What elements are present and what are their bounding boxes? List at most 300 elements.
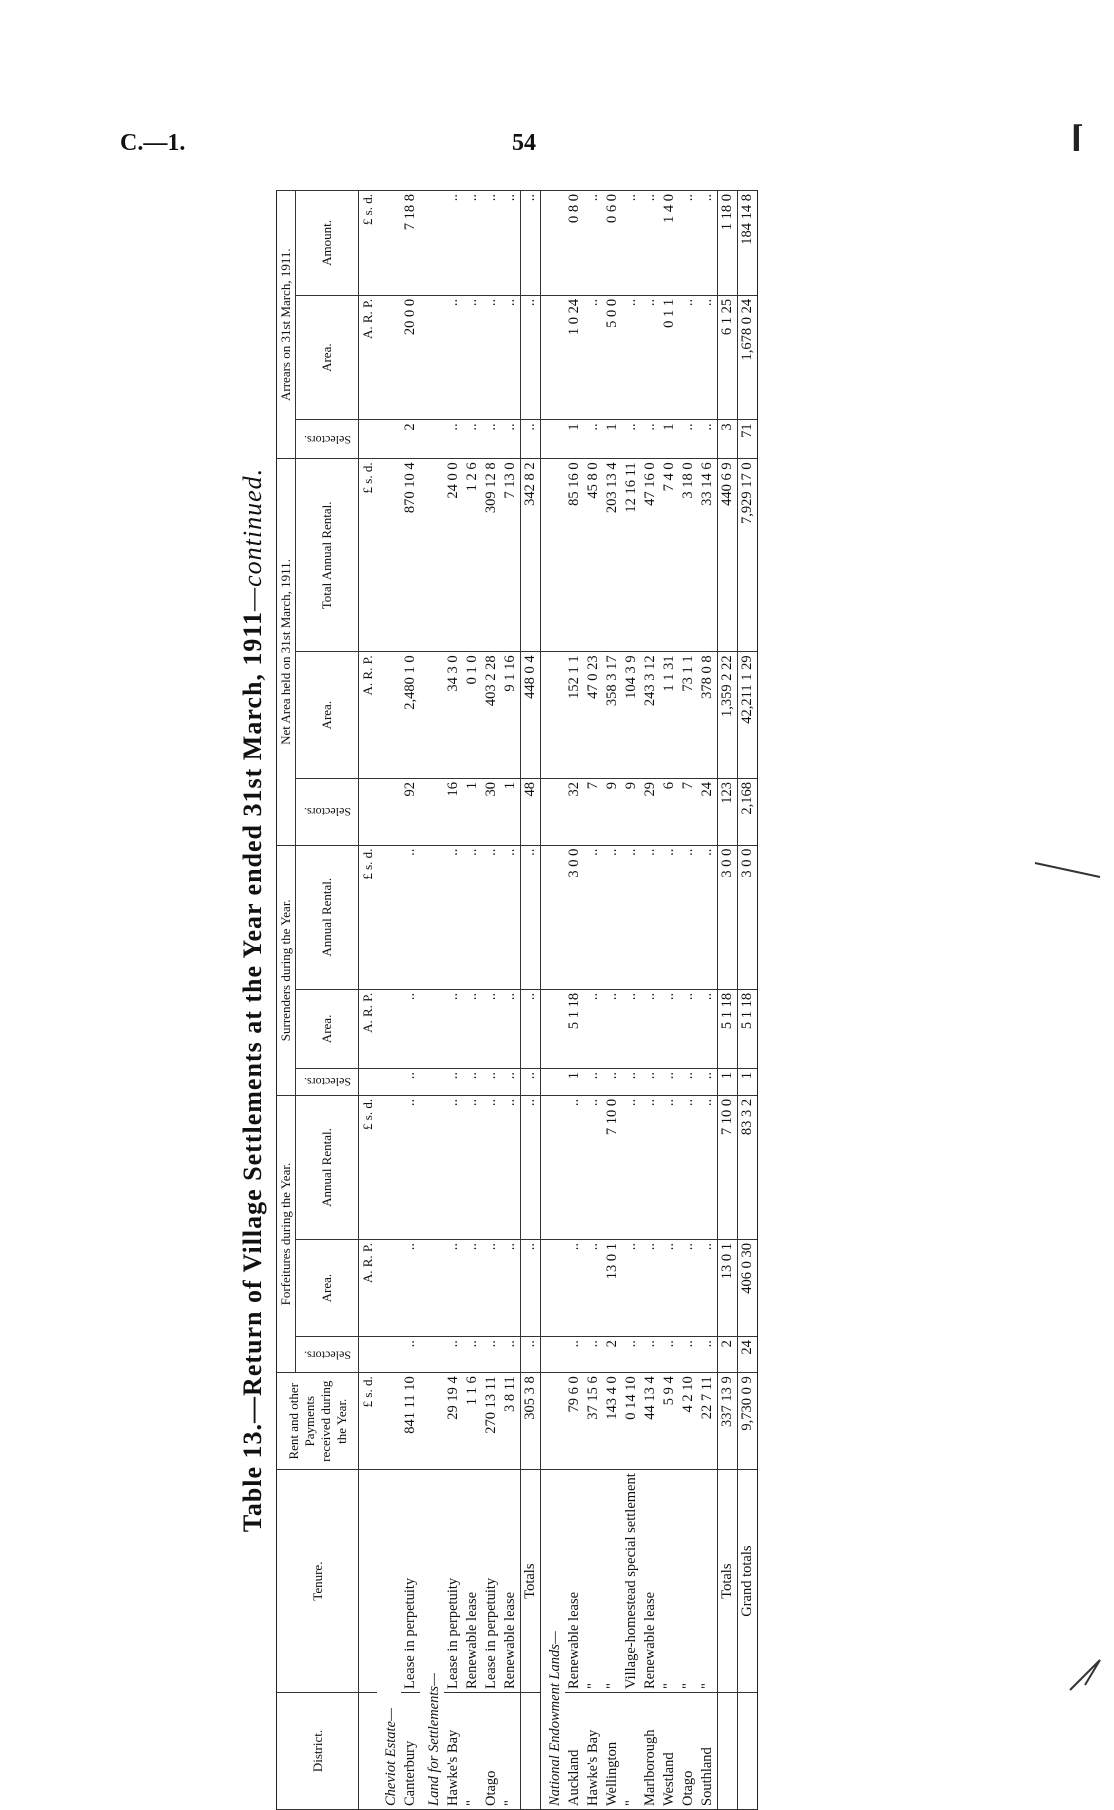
a-area-cell: 1 0 24	[565, 295, 584, 420]
empty-cell	[377, 191, 401, 296]
s-area-cell: ..	[482, 989, 501, 1068]
empty-cell	[377, 420, 401, 459]
n-rent-cell: 203 13 4	[603, 459, 622, 652]
district-cell: Westland	[660, 1693, 679, 1810]
units-row	[359, 191, 378, 1810]
district-cell: Auckland	[565, 1693, 584, 1810]
a-amount-cell: ..	[501, 191, 521, 296]
n-sel-cell: 9	[603, 779, 622, 846]
rent-cell: 337 13 9	[718, 1373, 738, 1470]
rent-cell: 4 2 10	[679, 1373, 698, 1470]
group-title: National Endowment Lands—	[541, 1470, 566, 1810]
f-sel-cell: ..	[698, 1337, 718, 1373]
district-cell: "	[622, 1693, 641, 1810]
a-area-cell: ..	[584, 295, 603, 420]
tenure-cell: "	[698, 1470, 718, 1693]
district-cell: "	[501, 1693, 521, 1810]
s-rent-cell: ..	[622, 845, 641, 989]
district-cell: Canterbury	[401, 1693, 420, 1810]
a-amount-cell: ..	[444, 191, 463, 296]
n-rent-cell: 3 18 0	[679, 459, 698, 652]
empty-cell	[420, 652, 444, 779]
empty-cell	[420, 1069, 444, 1096]
n-sel-cell: 30	[482, 779, 501, 846]
s-sel-cell: ..	[463, 1069, 482, 1096]
tenure-cell: "	[603, 1470, 622, 1693]
n-rent-cell: 7 13 0	[501, 459, 521, 652]
f-area-cell: ..	[641, 1240, 660, 1337]
a-sel-cell: 1	[660, 420, 679, 459]
scan-mark-top-right: ⌈	[1070, 121, 1085, 154]
a-area-cell: ..	[641, 295, 660, 420]
table-row	[444, 191, 463, 1810]
a-sel-cell: 1	[565, 420, 584, 459]
n-sel-cell: 92	[401, 779, 420, 846]
scan-mark-right	[1030, 855, 1110, 885]
table-row	[501, 191, 521, 1810]
a-sel-cell: ..	[698, 420, 718, 459]
f-rent-cell: 7 10 0	[718, 1095, 738, 1239]
f-rent-cell: ..	[679, 1095, 698, 1239]
a-sel-cell: ..	[482, 420, 501, 459]
s-rent-cell: 3 0 0	[718, 845, 738, 989]
unit-area: A. R. P.	[359, 295, 378, 420]
rent-cell: 9,730 0 9	[738, 1373, 758, 1470]
tenure-cell: "	[679, 1470, 698, 1693]
table-title-continued: —continued.	[238, 467, 267, 612]
s-area-cell: ..	[679, 989, 698, 1068]
s-rent-cell: 3 0 0	[565, 845, 584, 989]
tenure-cell: Renewable lease	[641, 1470, 660, 1693]
table-row	[622, 191, 641, 1810]
rent-cell: 44 13 4	[641, 1373, 660, 1470]
header-a-selectors: Selectors.	[296, 420, 359, 459]
header-s-rental: Annual Rental.	[296, 845, 359, 989]
grand-totals-row	[738, 191, 758, 1810]
header-s-selectors: Selectors.	[296, 1069, 359, 1096]
n-sel-cell: 7	[679, 779, 698, 846]
tenure-cell: Totals	[718, 1470, 738, 1693]
f-sel-cell: ..	[521, 1337, 541, 1373]
s-area-cell: ..	[521, 989, 541, 1068]
empty-cell	[420, 1337, 444, 1373]
n-sel-cell: 48	[521, 779, 541, 846]
header-f-rental: Annual Rental.	[296, 1095, 359, 1239]
s-area-cell: 5 1 18	[565, 989, 584, 1068]
a-area-cell: ..	[679, 295, 698, 420]
district-cell	[738, 1693, 758, 1810]
unit-area: A. R. P.	[359, 989, 378, 1068]
a-area-cell: ..	[622, 295, 641, 420]
empty-cell	[541, 1373, 566, 1470]
tenure-cell: Grand totals	[738, 1470, 758, 1693]
empty-cell	[420, 420, 444, 459]
page-number: 54	[512, 130, 536, 156]
group-header-row	[377, 191, 401, 1810]
a-amount-cell: ..	[482, 191, 501, 296]
table-row	[641, 191, 660, 1810]
table-row	[463, 191, 482, 1810]
table-row	[660, 191, 679, 1810]
district-cell: Otago	[679, 1693, 698, 1810]
group-title: Cheviot Estate—	[377, 1470, 401, 1810]
s-rent-cell: ..	[698, 845, 718, 989]
s-sel-cell: ..	[622, 1069, 641, 1096]
f-area-cell: ..	[660, 1240, 679, 1337]
n-rent-cell: 24 0 0	[444, 459, 463, 652]
a-area-cell: ..	[501, 295, 521, 420]
empty-cell	[541, 191, 566, 296]
unit-money: £ s. d.	[359, 191, 378, 296]
n-rent-cell: 870 10 4	[401, 459, 420, 652]
rent-cell: 29 19 4	[444, 1373, 463, 1470]
s-sel-cell: ..	[698, 1069, 718, 1096]
n-area-cell: 42,211 1 29	[738, 652, 758, 779]
f-sel-cell: ..	[584, 1337, 603, 1373]
header-s-area: Area.	[296, 989, 359, 1068]
f-rent-cell: 83 3 2	[738, 1095, 758, 1239]
f-sel-cell: ..	[444, 1337, 463, 1373]
empty-cell	[541, 845, 566, 989]
tenure-cell: Lease in perpetuity	[401, 1470, 420, 1693]
f-sel-cell: ..	[501, 1337, 521, 1373]
district-cell: Hawke's Bay	[584, 1693, 603, 1810]
totals-row	[521, 191, 541, 1810]
s-sel-cell: 1	[718, 1069, 738, 1096]
a-area-cell: ..	[463, 295, 482, 420]
a-sel-cell: 2	[401, 420, 420, 459]
a-amount-cell: ..	[641, 191, 660, 296]
a-amount-cell: ..	[698, 191, 718, 296]
n-area-cell: 2,480 1 0	[401, 652, 420, 779]
empty-cell	[541, 1337, 566, 1373]
empty-cell	[420, 989, 444, 1068]
empty-cell	[377, 459, 401, 652]
s-area-cell: ..	[463, 989, 482, 1068]
district-cell: Wellington	[603, 1693, 622, 1810]
rent-cell: 1 1 6	[463, 1373, 482, 1470]
f-sel-cell: ..	[463, 1337, 482, 1373]
a-area-cell: 1,678 0 24	[738, 295, 758, 420]
a-sel-cell: 1	[603, 420, 622, 459]
n-rent-cell: 440 6 9	[718, 459, 738, 652]
tenure-cell: Renewable lease	[501, 1470, 521, 1693]
f-rent-cell: ..	[584, 1095, 603, 1239]
empty-cell	[541, 989, 566, 1068]
empty-cell	[377, 779, 401, 846]
n-rent-cell: 1 2 6	[463, 459, 482, 652]
s-sel-cell: ..	[603, 1069, 622, 1096]
page-reference: C.—1.	[120, 130, 186, 156]
table-title-main: Table 13.—Return of Village Settlements at the Year ended 31st March, 1911	[238, 611, 267, 1533]
n-sel-cell: 1	[501, 779, 521, 846]
empty-cell	[377, 1069, 401, 1096]
n-sel-cell: 7	[584, 779, 603, 846]
a-amount-cell: ..	[584, 191, 603, 296]
s-sel-cell: ..	[444, 1069, 463, 1096]
s-area-cell: ..	[444, 989, 463, 1068]
empty-cell	[541, 420, 566, 459]
rent-cell: 22 7 11	[698, 1373, 718, 1470]
f-area-cell: 13 0 1	[718, 1240, 738, 1337]
a-amount-cell: ..	[679, 191, 698, 296]
n-rent-cell: 342 8 2	[521, 459, 541, 652]
a-sel-cell: ..	[463, 420, 482, 459]
s-rent-cell: ..	[679, 845, 698, 989]
s-sel-cell: 1	[738, 1069, 758, 1096]
header-f-selectors: Selectors.	[296, 1337, 359, 1373]
tenure-cell: "	[584, 1470, 603, 1693]
s-sel-cell: ..	[584, 1069, 603, 1096]
tenure-cell: Lease in perpetuity	[444, 1470, 463, 1693]
f-sel-cell: 2	[603, 1337, 622, 1373]
n-area-cell: 152 1 1	[565, 652, 584, 779]
s-area-cell: ..	[501, 989, 521, 1068]
f-sel-cell: ..	[565, 1337, 584, 1373]
s-rent-cell: ..	[641, 845, 660, 989]
s-sel-cell: ..	[501, 1069, 521, 1096]
header-a-area: Area.	[296, 295, 359, 420]
empty-cell	[377, 1337, 401, 1373]
table-body	[359, 191, 758, 1810]
f-area-cell: ..	[584, 1240, 603, 1337]
a-amount-cell: 0 8 0	[565, 191, 584, 296]
s-rent-cell: ..	[660, 845, 679, 989]
unit-money: £ s. d.	[359, 1095, 378, 1239]
empty-cell	[541, 779, 566, 846]
f-area-cell: ..	[698, 1240, 718, 1337]
f-sel-cell: ..	[641, 1337, 660, 1373]
s-sel-cell: 1	[565, 1069, 584, 1096]
s-sel-cell: ..	[679, 1069, 698, 1096]
empty-cell	[541, 1240, 566, 1337]
s-area-cell: ..	[401, 989, 420, 1068]
table-row	[584, 191, 603, 1810]
f-rent-cell: ..	[641, 1095, 660, 1239]
s-sel-cell: ..	[401, 1069, 420, 1096]
rent-cell: 143 4 0	[603, 1373, 622, 1470]
n-area-cell: 73 1 1	[679, 652, 698, 779]
n-area-cell: 9 1 16	[501, 652, 521, 779]
empty-cell	[420, 459, 444, 652]
empty-cell	[377, 845, 401, 989]
a-sel-cell: ..	[501, 420, 521, 459]
n-area-cell: 1,359 2 22	[718, 652, 738, 779]
group-header-row	[420, 191, 444, 1810]
n-area-cell: 243 3 12	[641, 652, 660, 779]
rent-cell: 37 15 6	[584, 1373, 603, 1470]
empty-cell	[377, 1240, 401, 1337]
f-rent-cell: ..	[698, 1095, 718, 1239]
a-sel-cell: ..	[521, 420, 541, 459]
district-cell: Hawke's Bay	[444, 1693, 463, 1810]
district-cell	[521, 1693, 541, 1810]
rent-cell: 305 3 8	[521, 1373, 541, 1470]
f-rent-cell: ..	[401, 1095, 420, 1239]
header-surrenders: Surrenders during the Year.	[277, 845, 296, 1095]
table-row	[698, 191, 718, 1810]
f-sel-cell: ..	[622, 1337, 641, 1373]
rotated-table-container	[238, 190, 878, 1810]
s-area-cell: ..	[622, 989, 641, 1068]
n-sel-cell: 24	[698, 779, 718, 846]
group-header-row	[541, 191, 566, 1810]
f-sel-cell: ..	[679, 1337, 698, 1373]
rent-cell: 5 9 4	[660, 1373, 679, 1470]
header-district: District.	[277, 1693, 359, 1810]
rent-cell: 270 13 11	[482, 1373, 501, 1470]
n-area-cell: 1 1 31	[660, 652, 679, 779]
s-rent-cell: ..	[603, 845, 622, 989]
n-area-cell: 104 3 9	[622, 652, 641, 779]
n-rent-cell: 7 4 0	[660, 459, 679, 652]
empty-cell	[541, 295, 566, 420]
rent-cell: 79 6 0	[565, 1373, 584, 1470]
n-rent-cell: 47 16 0	[641, 459, 660, 652]
s-rent-cell: ..	[444, 845, 463, 989]
tenure-cell: Renewable lease	[463, 1470, 482, 1693]
n-rent-cell: 309 12 8	[482, 459, 501, 652]
n-sel-cell: 16	[444, 779, 463, 846]
n-area-cell: 0 1 0	[463, 652, 482, 779]
rent-cell: 3 8 11	[501, 1373, 521, 1470]
s-area-cell: ..	[660, 989, 679, 1068]
s-rent-cell: 3 0 0	[738, 845, 758, 989]
f-sel-cell: ..	[482, 1337, 501, 1373]
s-area-cell: 5 1 18	[738, 989, 758, 1068]
empty-cell	[377, 989, 401, 1068]
a-sel-cell: ..	[444, 420, 463, 459]
header-f-area: Area.	[296, 1240, 359, 1337]
header-arrears: Arrears on 31st March, 1911.	[277, 191, 296, 459]
a-area-cell: 6 1 25	[718, 295, 738, 420]
empty-cell	[420, 1373, 444, 1470]
empty-cell	[420, 295, 444, 420]
empty-cell	[541, 1095, 566, 1239]
table-row	[679, 191, 698, 1810]
n-rent-cell: 85 16 0	[565, 459, 584, 652]
a-area-cell: ..	[521, 295, 541, 420]
a-amount-cell: 0 6 0	[603, 191, 622, 296]
table-row	[482, 191, 501, 1810]
n-area-cell: 358 3 17	[603, 652, 622, 779]
f-rent-cell: ..	[565, 1095, 584, 1239]
n-sel-cell: 9	[622, 779, 641, 846]
f-sel-cell: ..	[401, 1337, 420, 1373]
s-area-cell: ..	[698, 989, 718, 1068]
header-n-selectors: Selectors.	[296, 779, 359, 846]
n-area-cell: 34 3 0	[444, 652, 463, 779]
f-rent-cell: ..	[463, 1095, 482, 1239]
empty-cell	[420, 191, 444, 296]
a-sel-cell: 71	[738, 420, 758, 459]
n-area-cell: 378 0 8	[698, 652, 718, 779]
s-area-cell: ..	[641, 989, 660, 1068]
a-area-cell: 5 0 0	[603, 295, 622, 420]
f-sel-cell: ..	[660, 1337, 679, 1373]
f-sel-cell: 2	[718, 1337, 738, 1373]
s-sel-cell: ..	[521, 1069, 541, 1096]
n-rent-cell: 7,929 17 0	[738, 459, 758, 652]
empty-cell	[377, 1373, 401, 1470]
f-area-cell: ..	[565, 1240, 584, 1337]
f-area-cell: ..	[521, 1240, 541, 1337]
n-sel-cell: 29	[641, 779, 660, 846]
empty-cell	[420, 779, 444, 846]
a-sel-cell: ..	[622, 420, 641, 459]
s-rent-cell: ..	[482, 845, 501, 989]
f-area-cell: ..	[444, 1240, 463, 1337]
header-a-amount: Amount.	[296, 191, 359, 296]
empty-cell	[541, 1069, 566, 1096]
header-n-rental: Total Annual Rental.	[296, 459, 359, 652]
table-row	[401, 191, 420, 1810]
f-area-cell: 13 0 1	[603, 1240, 622, 1337]
n-sel-cell: 123	[718, 779, 738, 846]
tenure-cell: Lease in perpetuity	[482, 1470, 501, 1693]
empty-cell	[541, 459, 566, 652]
f-rent-cell: ..	[482, 1095, 501, 1239]
s-rent-cell: ..	[521, 845, 541, 989]
n-rent-cell: 12 16 11	[622, 459, 641, 652]
a-amount-cell: ..	[622, 191, 641, 296]
table-title	[238, 190, 268, 1810]
s-rent-cell: ..	[584, 845, 603, 989]
s-sel-cell: ..	[482, 1069, 501, 1096]
n-area-cell: 47 0 23	[584, 652, 603, 779]
s-area-cell: ..	[603, 989, 622, 1068]
unit-money: £ s. d.	[359, 1373, 378, 1470]
a-amount-cell: 7 18 8	[401, 191, 420, 296]
empty-cell	[420, 1240, 444, 1337]
n-sel-cell: 6	[660, 779, 679, 846]
tenure-cell: Totals	[521, 1470, 541, 1693]
tenure-cell: Village-homestead special settlement	[622, 1470, 641, 1693]
f-area-cell: ..	[463, 1240, 482, 1337]
f-area-cell: ..	[679, 1240, 698, 1337]
a-area-cell: 0 1 1	[660, 295, 679, 420]
a-sel-cell: ..	[679, 420, 698, 459]
unit-money: £ s. d.	[359, 459, 378, 652]
f-area-cell: ..	[501, 1240, 521, 1337]
s-sel-cell: ..	[641, 1069, 660, 1096]
f-area-cell: ..	[401, 1240, 420, 1337]
n-sel-cell: 1	[463, 779, 482, 846]
return-table	[276, 190, 758, 1810]
scan-mark-bottom-right	[1065, 1655, 1105, 1695]
a-amount-cell: ..	[521, 191, 541, 296]
empty-cell	[377, 652, 401, 779]
rent-cell: 0 14 10	[622, 1373, 641, 1470]
tenure-cell: Renewable lease	[565, 1470, 584, 1693]
tenure-cell: "	[660, 1470, 679, 1693]
district-cell: "	[463, 1693, 482, 1810]
n-rent-cell: 33 14 6	[698, 459, 718, 652]
a-area-cell: ..	[444, 295, 463, 420]
f-area-cell: ..	[622, 1240, 641, 1337]
unit-area: A. R. P.	[359, 1240, 378, 1337]
f-area-cell: ..	[482, 1240, 501, 1337]
s-rent-cell: ..	[463, 845, 482, 989]
a-amount-cell: 1 4 0	[660, 191, 679, 296]
n-area-cell: 403 2 28	[482, 652, 501, 779]
a-amount-cell: 184 14 8	[738, 191, 758, 296]
a-sel-cell: ..	[584, 420, 603, 459]
header-tenure: Tenure.	[277, 1470, 359, 1693]
rent-cell: 841 11 10	[401, 1373, 420, 1470]
s-rent-cell: ..	[401, 845, 420, 989]
f-rent-cell: ..	[660, 1095, 679, 1239]
